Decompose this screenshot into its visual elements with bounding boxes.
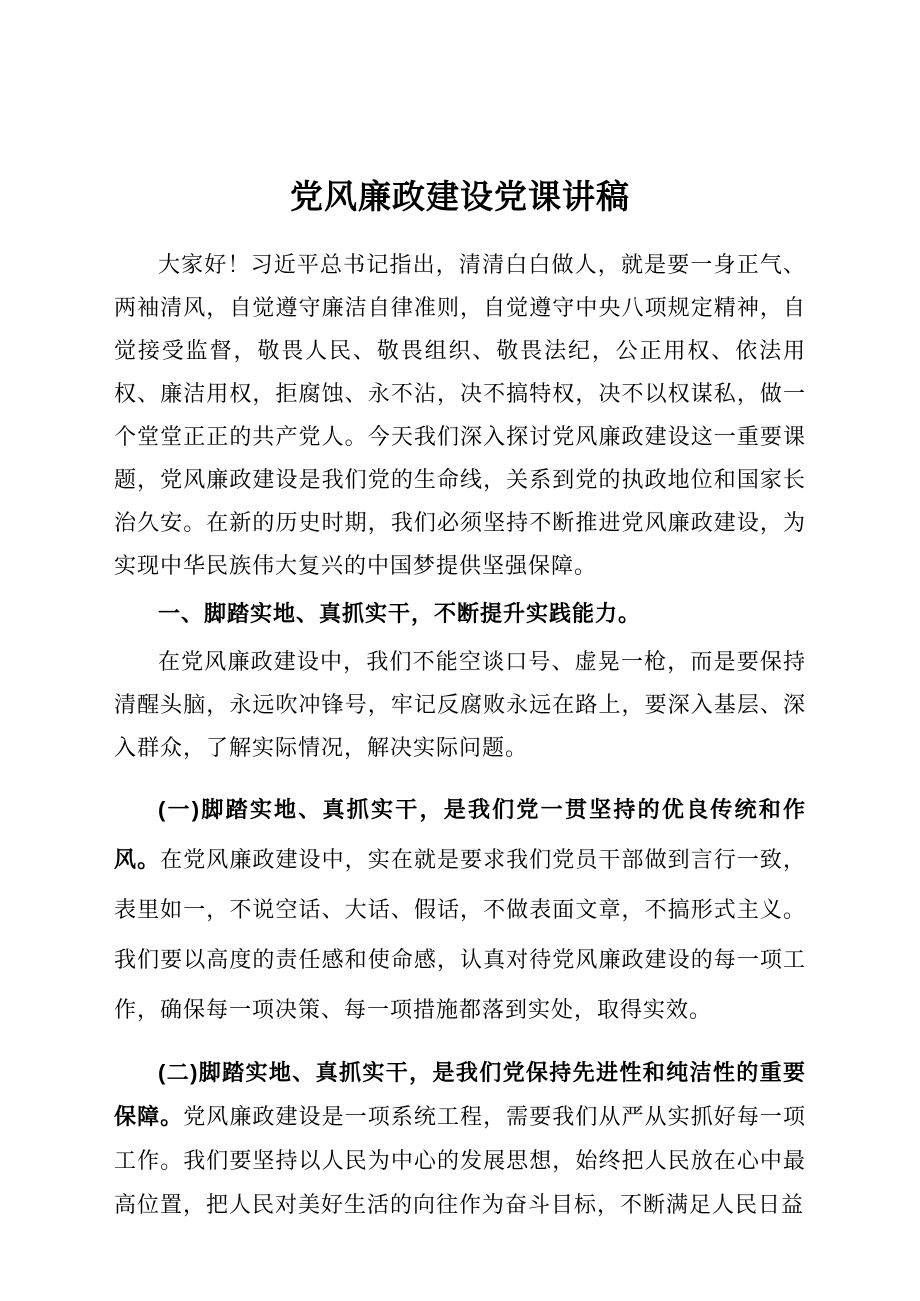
paragraph-lead-bold: (二)脚踏实地、真抓实干，是我们党保持先进性和纯洁性的重要保障。 [114,1060,806,1130]
document-body [114,243,806,1227]
document-title: 党风廉政建设党课讲稿 [290,178,630,215]
paragraph: 大家好！习近平总书记指出，清清白白做人，就是要一身正气、两袖清风，自觉遵守廉洁自律准则，自觉遵守中央八项规定精神，自觉接受监督，敬畏人民、敬畏组织、敬畏法纪，公正用权、依法用权、廉洁用权，拒腐蚀、永不沾，决不搞特权，决不以权谋私，做一个堂堂正正的共产党人。今天我们深入探讨党风廉政建设这一重要课题，党风廉政建设是我们党的生命线，关系到党的执政地位和国家长治久安。在新的历史时期，我们必须坚持不断推进党风廉政建设，为实现中华民族伟大复兴的中国梦提供坚强保障。 [114,252,806,579]
paragraph: 在党风廉政建设中，我们不能空谈口号、虚晃一枪，而是要保持清醒头脑，永远吹冲锋号，牢记反腐败永远在路上，要深入基层、深入群众，了解实际情况，解决实际问题。 [114,649,806,761]
paragraph: (二)脚踏实地、真抓实干，是我们党保持先进性和纯洁性的重要保障。党风廉政建设是一项系统工程，需要我们从严从实抓好每一项工作。我们要坚持以人民为中心的发展思想，始终把人民放在心中最高位置，把人民对美好生活的向往作为奋斗目标，不断满足人民日益 [114,1060,806,1218]
section-heading: 一、脚踏实地、真抓实干，不断提升实践能力。 [158,601,642,627]
paragraph-lead-bold: (一)脚踏实地、真抓实干，是我们党一贯坚持的优良传统和作风。 [114,797,806,873]
paragraph: (一)脚踏实地、真抓实干，是我们党一贯坚持的优良传统和作风。在党风廉政建设中，实在就是要求我们党员干部做到言行一致，表里如一，不说空话、大话、假话，不做表面文章，不搞形式主义。我们要以高度的责任感和使命感，认真对待党风廉政建设的每一项工作，确保每一项决策、每一项措施都落到实处，取得实效。 [114,797,806,1023]
